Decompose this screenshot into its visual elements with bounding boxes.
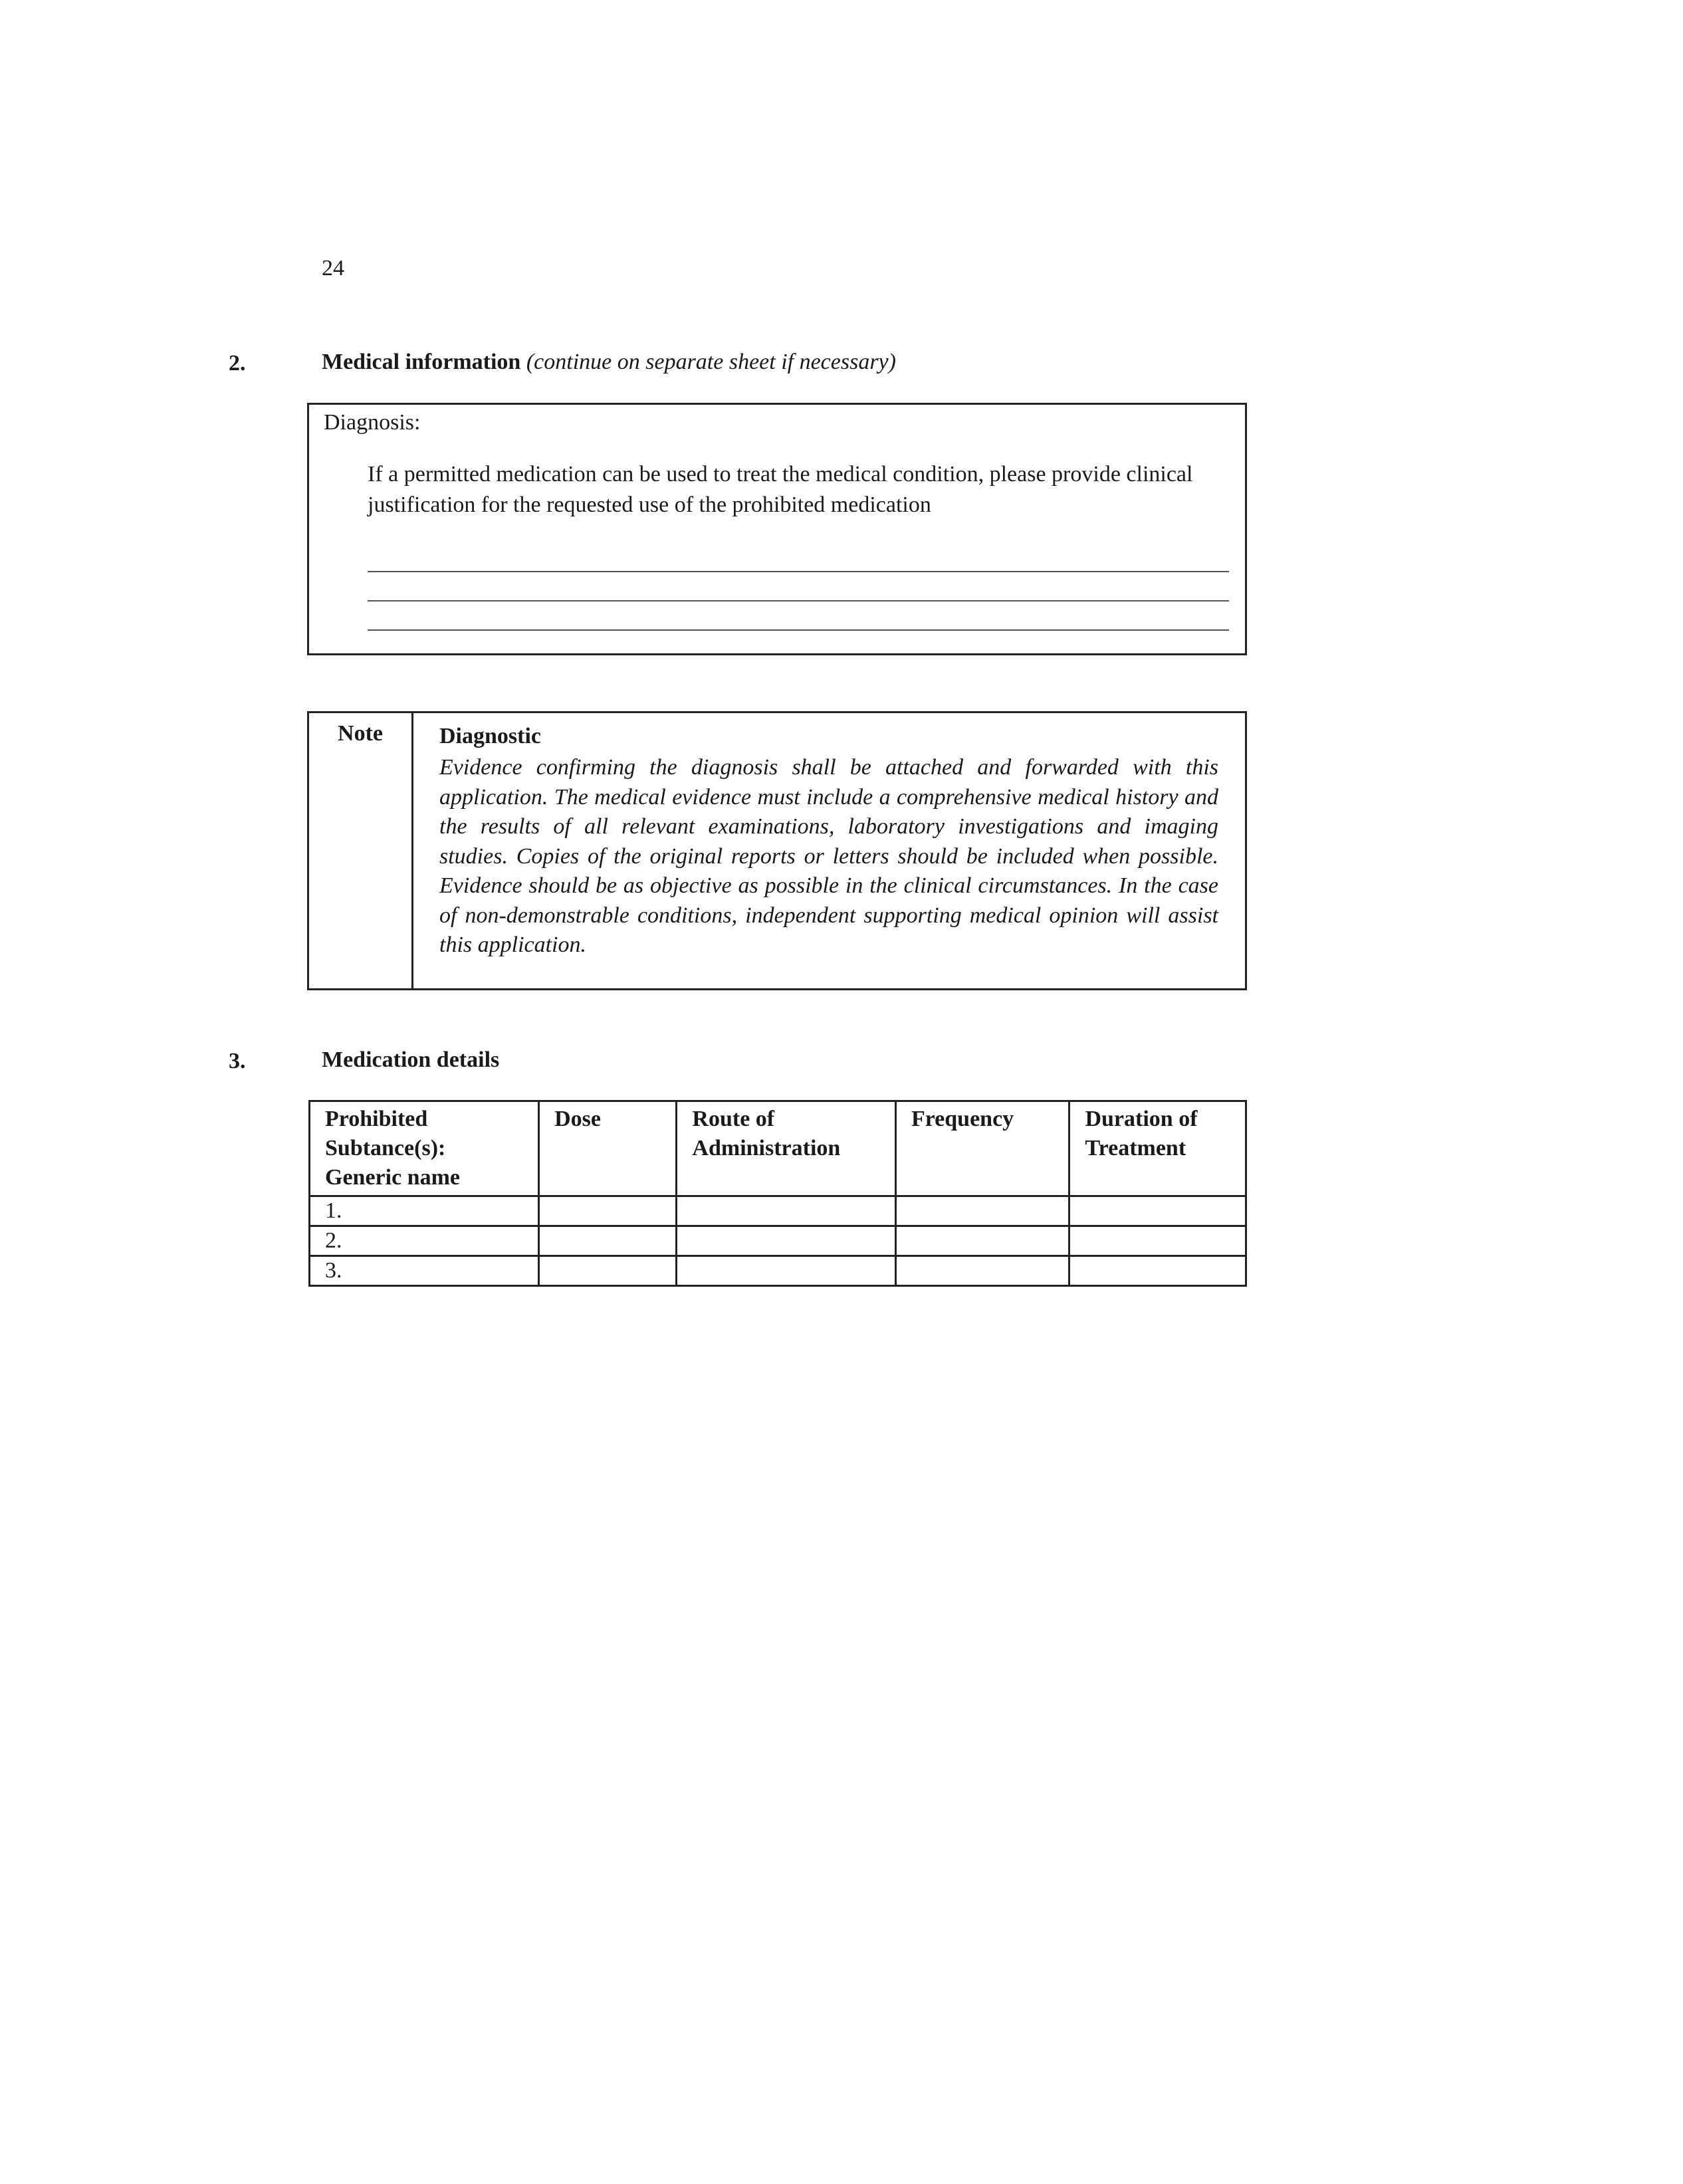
- medication-table: [308, 1100, 1247, 1287]
- dose-cell[interactable]: [539, 1196, 677, 1226]
- duration-cell[interactable]: [1069, 1256, 1246, 1286]
- note-divider: [411, 713, 413, 988]
- section-2-title: Medical information: [322, 350, 521, 374]
- route-cell[interactable]: [677, 1196, 896, 1226]
- duration-cell[interactable]: [1069, 1196, 1246, 1226]
- table-header-row: [310, 1101, 1246, 1196]
- duration-cell[interactable]: [1069, 1226, 1246, 1256]
- dose-cell[interactable]: [539, 1226, 677, 1256]
- section-2-heading: [322, 350, 896, 375]
- header-dose: Dose: [539, 1101, 677, 1196]
- section-3-number: 3.: [229, 1049, 246, 1073]
- section-3-heading: [322, 1047, 499, 1073]
- answer-line-3[interactable]: [368, 629, 1229, 631]
- frequency-cell[interactable]: [895, 1196, 1069, 1226]
- note-box: [307, 711, 1247, 990]
- dose-cell[interactable]: [539, 1256, 677, 1286]
- frequency-cell[interactable]: [895, 1256, 1069, 1286]
- section-3-title: Medication details: [322, 1047, 500, 1072]
- header-duration: Duration of Treatment: [1069, 1101, 1246, 1196]
- header-route: Route of Administration: [677, 1101, 896, 1196]
- diagnosis-label: Diagnosis:: [324, 410, 421, 435]
- frequency-cell[interactable]: [895, 1226, 1069, 1256]
- row-number: 3.: [310, 1256, 539, 1286]
- header-frequency: Frequency: [895, 1101, 1069, 1196]
- justification-prompt: If a permitted medication can be used to treat the medical condition, please provide clinical justification for the requested use of the prohibited medication: [368, 462, 1193, 517]
- note-text: Evidence confirming the diagnosis shall be attached and forwarded with this application. The medical evidence must include a comprehensive medical history and the results of all relevant examinations, laboratory investigations and imaging studies. Copies of the original reports or letters should be included when possible. Evidence should be as objective as possible in the clinical circumstances. In the case of non-demonstrable conditions, independent supporting medical opinion will assist this application.: [439, 755, 1218, 957]
- route-cell[interactable]: [677, 1256, 896, 1286]
- header-substance: Prohibited Subtance(s): Generic name: [310, 1101, 539, 1196]
- row-number: 1.: [310, 1196, 539, 1226]
- page-number: 24: [322, 256, 344, 280]
- answer-line-1[interactable]: [368, 571, 1229, 572]
- diagnosis-box: [307, 403, 1247, 655]
- note-title: Diagnostic: [439, 724, 541, 748]
- table-row: [310, 1226, 1246, 1256]
- table-row: [310, 1256, 1246, 1286]
- section-2-note: (continue on separate sheet if necessary): [526, 350, 896, 374]
- note-label: Note: [338, 721, 383, 746]
- row-number: 2.: [310, 1226, 539, 1256]
- section-2-number: 2.: [229, 351, 246, 376]
- route-cell[interactable]: [677, 1226, 896, 1256]
- answer-line-2[interactable]: [368, 600, 1229, 601]
- table-row: [310, 1196, 1246, 1226]
